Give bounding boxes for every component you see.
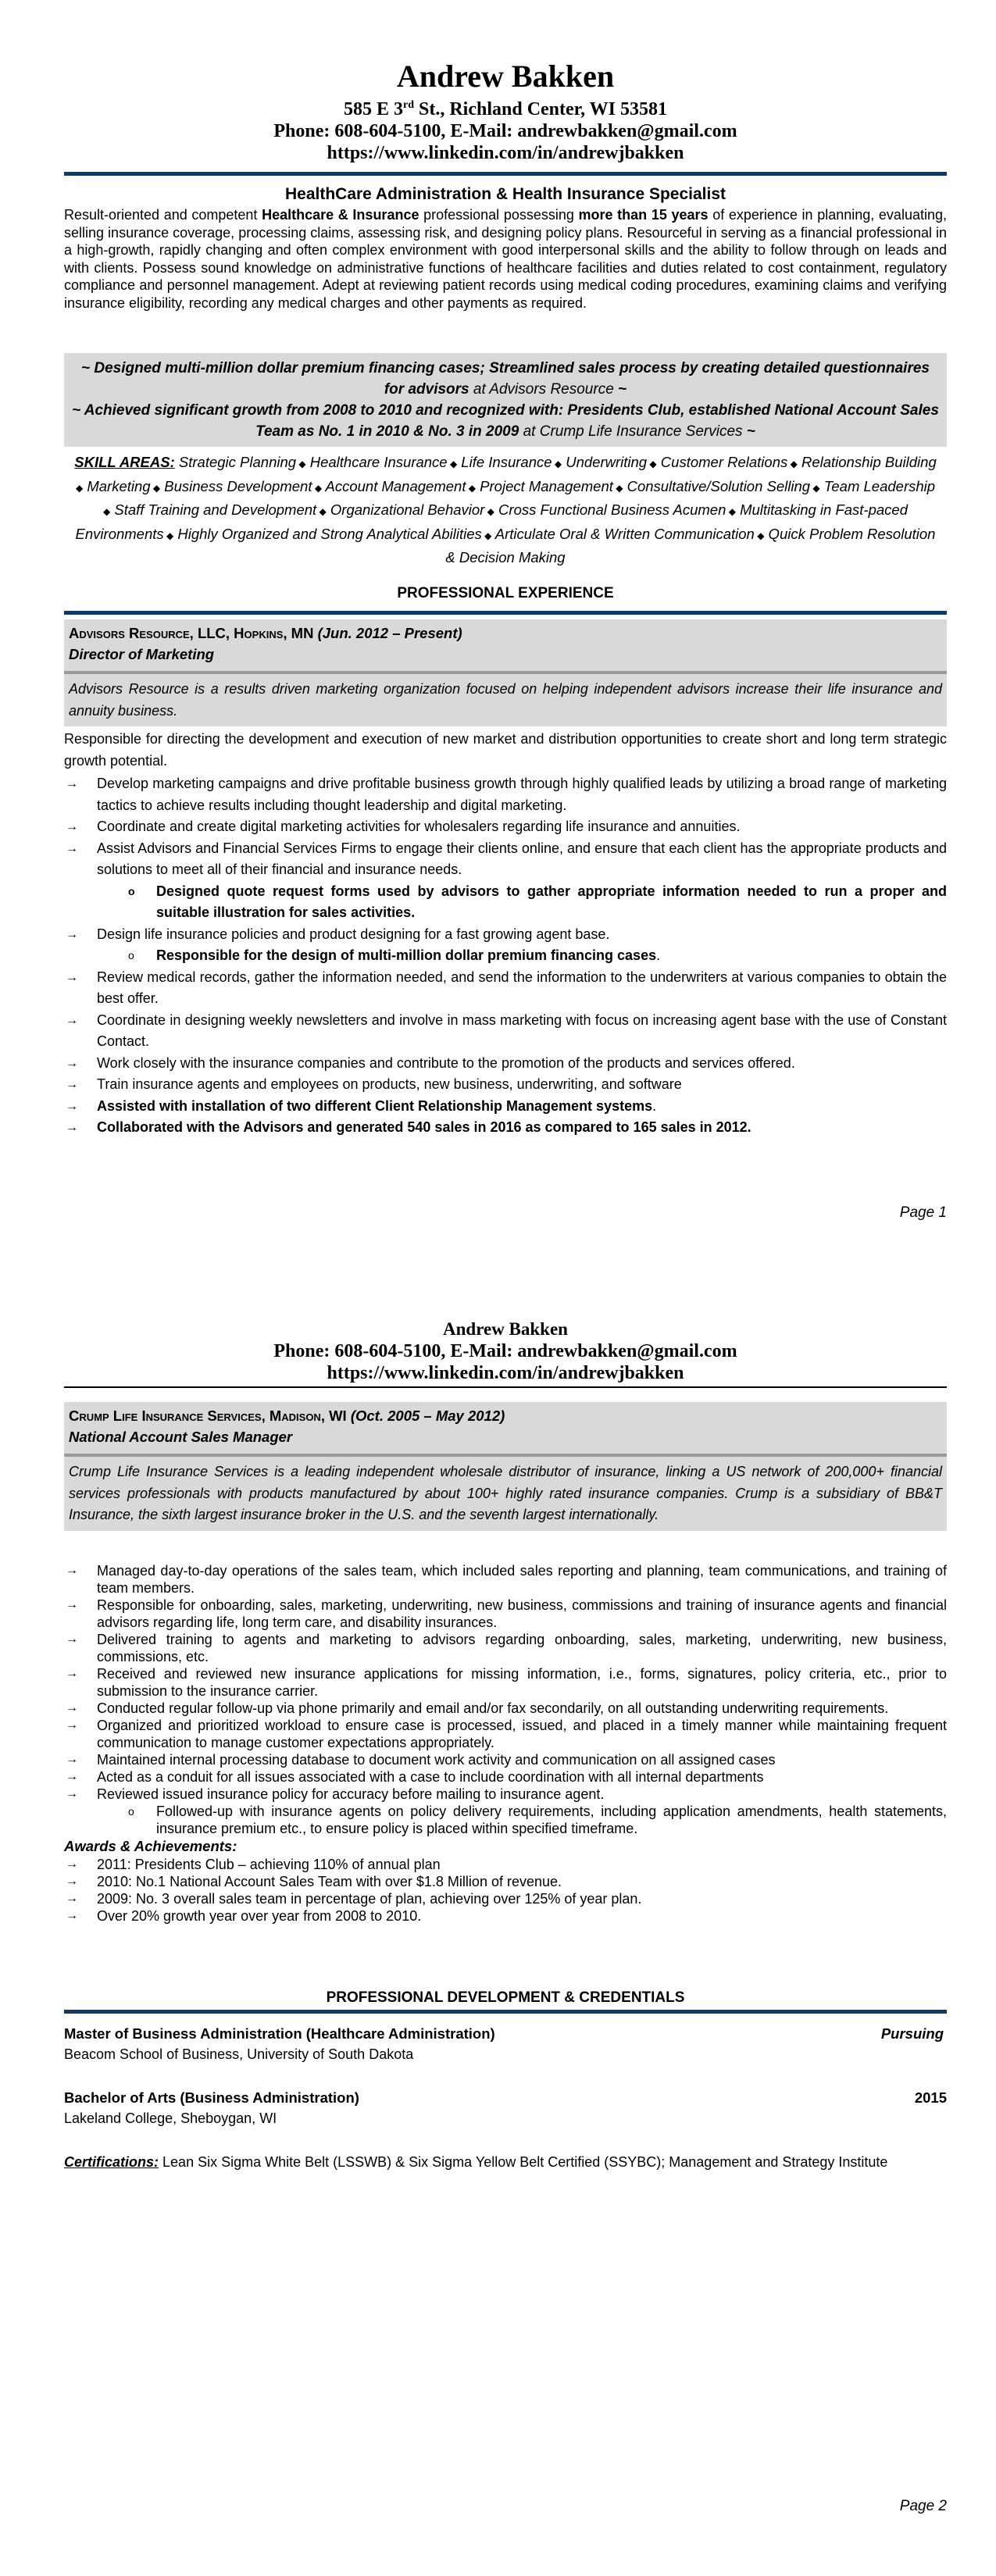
award-item: → 2010: No.1 National Account Sales Team with over $1.8 Million of revenue. xyxy=(66,1874,562,1889)
skill-item: Customer Relations xyxy=(656,454,788,470)
bullet-item: → Review medical records, gather the information needed, and send the information to the underwriters at various companies to obtain the best offer. xyxy=(64,967,947,1010)
skill-item: Marketing xyxy=(83,477,151,494)
bullet-item: → Organized and prioritized workload to ensure case is processed, issued, and placed in a timely manner while maintaining frequent communication to manage customer expectations appropriately. xyxy=(66,1718,947,1750)
certifications-text: Lean Six Sigma White Belt (LSSWB) & Six Sigma Yellow Belt Certified (SSYBC); Management and Strategy Institute xyxy=(159,2154,888,2170)
address: 585 E 3rd St., Richland Center, WI 53581 xyxy=(343,99,668,120)
degree-name: Master of Business Administration (Healthcare Administration) xyxy=(64,2025,495,2042)
award-item: → 2009: No. 3 overall sales team in percentage of plan, achieving over 125% of year plan. xyxy=(66,1891,642,1907)
company-description: Crump Life Insurance Services is a leading independent wholesale distributor of insurance, linking a US network of 200,000+ financial services professionals with products manufactured by about 100+ highly rated insurance companies. Crump is a subsidiary of BB&T Insurance, the sixth largest insurance broker in the U.S. and the seventh largest internationally. xyxy=(69,1464,942,1522)
arrow-bullet-icon: → xyxy=(66,1701,78,1714)
diamond-separator-icon: ◆ xyxy=(726,506,736,517)
arrow-bullet-icon: → xyxy=(66,1564,78,1577)
candidate-name: Andrew Bakken xyxy=(396,59,615,94)
arrow-bullet-icon: → xyxy=(66,1787,78,1800)
bullet-item: → Work closely with the insurance companies and contribute to the promotion of the products and services offered. xyxy=(64,1053,947,1075)
diamond-separator-icon: ◆ xyxy=(312,482,323,494)
arrow-bullet-icon: → xyxy=(66,777,78,790)
skill-item: Strategic Planning xyxy=(178,454,297,470)
certifications-label: Certifications: xyxy=(64,2154,159,2170)
arrow-bullet-icon: → xyxy=(66,1013,78,1027)
diamond-separator-icon: ◆ xyxy=(810,482,820,494)
skill-item: Multitasking in Fast-paced Environments xyxy=(75,501,908,542)
circle-bullet-icon: o xyxy=(128,949,134,962)
arrow-bullet-icon: → xyxy=(66,1770,78,1783)
skill-item: Underwriting xyxy=(562,454,648,470)
diamond-separator-icon: ◆ xyxy=(316,506,327,517)
company-line xyxy=(69,1405,942,1426)
highlight-item: ~ Designed multi-million dollar premium financing cases; Streamlined sales process by creating detailed questionnaires for advisors at Advisors Resource ~ xyxy=(81,360,930,398)
bullet-item: → Maintained internal processing database to document work activity and communication on all assigned cases xyxy=(66,1752,776,1768)
sub-bullet-item: o Designed quote request forms used by advisors to gather appropriate information needed to run a proper and suitable illustration for sales activities. xyxy=(123,881,947,924)
summary-paragraph: Result-oriented and competent Healthcare & Insurance professional possessing more than 15 years of experience in planning, evaluating, selling insurance coverage, processing claims, assessing risk, and designing policy plans. Resourceful in serving as a financial professional in a high-growth, rapidly changing and often complex environment with good interpersonal skills and the ability to follow through on leads and with clients. Possess sound knowledge on administrative functions of healthcare facilities and duties related to cost containment, regulatory compliance and personnel management. Adept at reviewing patient records using medical coding procedures, examining claims and verifying insurance eligibility, recording any medical charges and other payments as required. xyxy=(64,207,947,311)
credentials-divider xyxy=(64,2010,947,2014)
bullet-item: → Collaborated with the Advisors and generated 540 sales in 2016 as compared to 165 sales in 2012. xyxy=(64,1117,947,1139)
skill-item: Highly Organized and Strong Analytical Abilities xyxy=(173,525,482,542)
skill-item: Relationship Building xyxy=(797,454,937,470)
company-name: Advisors Resource, LLC, Hopkins, MN xyxy=(69,625,314,641)
diamond-separator-icon: ◆ xyxy=(75,482,84,494)
diamond-separator-icon: ◆ xyxy=(466,482,477,494)
arrow-bullet-icon: → xyxy=(66,1056,78,1070)
diamond-separator-icon: ◆ xyxy=(647,458,657,469)
bullet-item: → Develop marketing campaigns and drive profitable business growth through highly qualified leads by utilizing a broad range of marketing tactics to achieve results including thought leadership and digital marketing. xyxy=(64,773,947,816)
arrow-bullet-icon: → xyxy=(66,1857,78,1871)
skill-item: Healthcare Insurance xyxy=(305,454,448,470)
skill-item: Life Insurance xyxy=(457,454,552,470)
company-description: Advisors Resource is a results driven marketing organization focused on helping independent advisors increase their life insurance and annuity business. xyxy=(69,681,942,719)
bullet-item: → Assist Advisors and Financial Services Firms to engage their clients online, and ensure that each client has the appropriate products and solutions to meet all of their financial and insurance needs. o Designed quote request forms used by advisors to gather appropriate information needed to run a proper and suitable illustration for sales activities. xyxy=(64,838,947,924)
contact-line: Phone: 608-604-5100, E-Mail: andrewbakken@gmail.com xyxy=(273,1341,737,1361)
arrow-bullet-icon: → xyxy=(66,820,78,833)
circle-bullet-icon: o xyxy=(128,1805,134,1818)
candidate-name-small: Andrew Bakken xyxy=(443,1319,568,1339)
diamond-separator-icon: ◆ xyxy=(754,530,765,541)
diamond-separator-icon: ◆ xyxy=(103,506,111,517)
award-item: → Over 20% growth year over year from 2008 to 2010. xyxy=(66,1908,422,1924)
job-dates: (Jun. 2012 – Present) xyxy=(317,625,462,641)
arrow-bullet-icon: → xyxy=(66,1099,78,1113)
skill-areas-label: SKILL AREAS: xyxy=(74,454,175,470)
diamond-separator-icon: ◆ xyxy=(484,506,494,517)
degree-ba xyxy=(64,2087,947,2129)
job-role: Director of Marketing xyxy=(69,646,215,662)
page-number: Page 1 xyxy=(899,1204,947,1221)
professional-title: HealthCare Administration & Health Insurance Specialist xyxy=(284,185,726,203)
section-heading-credentials: PROFESSIONAL DEVELOPMENT & CREDENTIALS xyxy=(326,1989,685,2006)
certifications xyxy=(64,2152,947,2174)
arrow-bullet-icon: → xyxy=(66,970,78,984)
bullet-item: → Reviewed issued insurance policy for accuracy before mailing to insurance agent. o Followed-up with insurance agents on policy delivery requirements, including application amendments, health statements, insurance premium etc., to ensure policy is placed within specified timeframe. xyxy=(66,1786,947,1836)
job-bullets-crump-life xyxy=(64,1562,947,1925)
page2-header-divider xyxy=(64,1386,947,1388)
arrow-bullet-icon: → xyxy=(66,1632,78,1646)
bullet-item: → Managed day-to-day operations of the sales team, which included sales reporting and planning, team communications, and training of team members. xyxy=(66,1563,947,1596)
arrow-bullet-icon: → xyxy=(66,927,78,941)
arrow-bullet-icon: → xyxy=(66,1718,78,1732)
linkedin-url[interactable]: https://www.linkedin.com/in/andrewjbakken xyxy=(327,1363,684,1383)
degree-year: 2015 xyxy=(914,2089,947,2106)
degree-status: Pursuing xyxy=(880,2025,944,2042)
skill-item: Quick Problem Resolution & Decision Making xyxy=(445,525,936,566)
job-intro: Responsible for directing the development and execution of new market and distribution opportunities to create short and long term strategic growth potential. xyxy=(64,731,947,769)
job-role: National Account Sales Manager xyxy=(69,1429,293,1445)
bullet-item: → Design life insurance policies and product designing for a fast growing agent base. o Responsible for the design of multi-million dollar premium financing cases. xyxy=(64,924,947,967)
skill-item: Project Management xyxy=(476,477,613,494)
section-heading-experience: PROFESSIONAL EXPERIENCE xyxy=(397,585,614,601)
skill-item: Consultative/Solution Selling xyxy=(623,477,811,494)
company-name: Crump Life Insurance Services, Madison, WI xyxy=(69,1408,347,1424)
diamond-separator-icon: ◆ xyxy=(787,458,798,469)
highlight-item: ~ Achieved significant growth from 2008 to 2010 and recognized with: Presidents Club, established National Account Sales Team as No. 1 in 2010 & No. 3 in 2009 at Crump Life Insurance Services ~ xyxy=(72,402,939,440)
job-header-crump-life xyxy=(64,1402,947,1531)
diamond-separator-icon: ◆ xyxy=(296,458,306,469)
diamond-separator-icon: ◆ xyxy=(612,482,623,494)
bullet-item: → Acted as a conduit for all issues associated with a case to include coordination with all internal departments xyxy=(66,1769,764,1785)
bullet-item: → Coordinate and create digital marketing activities for wholesalers regarding life insurance and annuities. xyxy=(64,816,947,838)
page2-header xyxy=(64,1318,947,1384)
bullet-item: → Responsible for onboarding, sales, marketing, underwriting, new business, commissions and training of insurance agents and financial advisors regarding life, long term care, and disability insurances. xyxy=(66,1597,947,1630)
skill-item: Cross Functional Business Acumen xyxy=(494,501,726,518)
bullet-item: → Train insurance agents and employees on products, new business, underwriting, and software xyxy=(64,1074,947,1096)
contact-line: Phone: 608-604-5100, E-Mail: andrewbakken@gmail.com xyxy=(273,121,737,141)
bullet-item: → Delivered training to agents and marketing to advisors regarding onboarding, sales, marketing, underwriting, new business, commissions, etc. xyxy=(66,1632,947,1664)
page-number: Page 2 xyxy=(899,2498,947,2514)
school-name: Lakeland College, Sheboygan, WI xyxy=(64,2110,277,2126)
job-dates: (Oct. 2005 – May 2012) xyxy=(350,1408,505,1424)
skill-item: Articulate Oral & Written Communication xyxy=(491,525,755,542)
skill-item: Staff Training and Development xyxy=(110,501,317,518)
awards-heading: Awards & Achievements: xyxy=(64,1838,237,1854)
bullet-item: → Received and reviewed new insurance applications for missing information, i.e., forms, signatures, policy criteria, etc., prior to submission to the insurance carrier. xyxy=(66,1666,947,1699)
diamond-separator-icon: ◆ xyxy=(447,458,458,469)
skill-item: Account Management xyxy=(322,477,466,494)
arrow-bullet-icon: → xyxy=(66,1121,78,1134)
arrow-bullet-icon: → xyxy=(66,1078,78,1091)
job-band-separator xyxy=(64,1454,947,1457)
diamond-separator-icon: ◆ xyxy=(150,482,161,494)
arrow-bullet-icon: → xyxy=(66,1892,78,1905)
school-name: Beacom School of Business, University of South Dakota xyxy=(64,2046,414,2062)
bullet-item: → Coordinate in designing weekly newsletters and involve in mass marketing with focus on increasing agent base with the use of Constant Contact. xyxy=(64,1010,947,1053)
circle-bullet-icon: o xyxy=(128,884,135,897)
skill-item: Team Leadership xyxy=(819,477,936,494)
skill-item: Business Development xyxy=(160,477,312,494)
arrow-bullet-icon: → xyxy=(66,1909,78,1922)
degree-mba xyxy=(64,2023,947,2065)
diamond-separator-icon: ◆ xyxy=(163,530,174,541)
sub-bullet-item: o Followed-up with insurance agents on policy delivery requirements, including application amendments, health statements, insurance premium etc., to ensure policy is placed within specified timeframe. xyxy=(128,1804,947,1836)
award-item: → 2011: Presidents Club – achieving 110% of annual plan xyxy=(66,1857,441,1872)
arrow-bullet-icon: → xyxy=(66,1598,78,1611)
linkedin-url[interactable]: https://www.linkedin.com/in/andrewjbakken xyxy=(327,143,684,163)
bullet-item: → Assisted with installation of two different Client Relationship Management systems. xyxy=(64,1096,947,1118)
skill-item: Organizational Behavior xyxy=(326,501,485,518)
diamond-separator-icon: ◆ xyxy=(481,530,492,541)
degree-name: Bachelor of Arts (Business Administration) xyxy=(64,2089,359,2106)
bullet-item: → Conducted regular follow-up via phone primarily and email and/or fax secondarily, on all outstanding underwriting requirements. xyxy=(66,1700,889,1716)
arrow-bullet-icon: → xyxy=(66,841,78,855)
sub-bullet-item: o Responsible for the design of multi-million dollar premium financing cases. xyxy=(123,945,947,967)
arrow-bullet-icon: → xyxy=(66,1875,78,1888)
arrow-bullet-icon: → xyxy=(66,1753,78,1766)
diamond-separator-icon: ◆ xyxy=(552,458,562,469)
arrow-bullet-icon: → xyxy=(66,1667,78,1680)
